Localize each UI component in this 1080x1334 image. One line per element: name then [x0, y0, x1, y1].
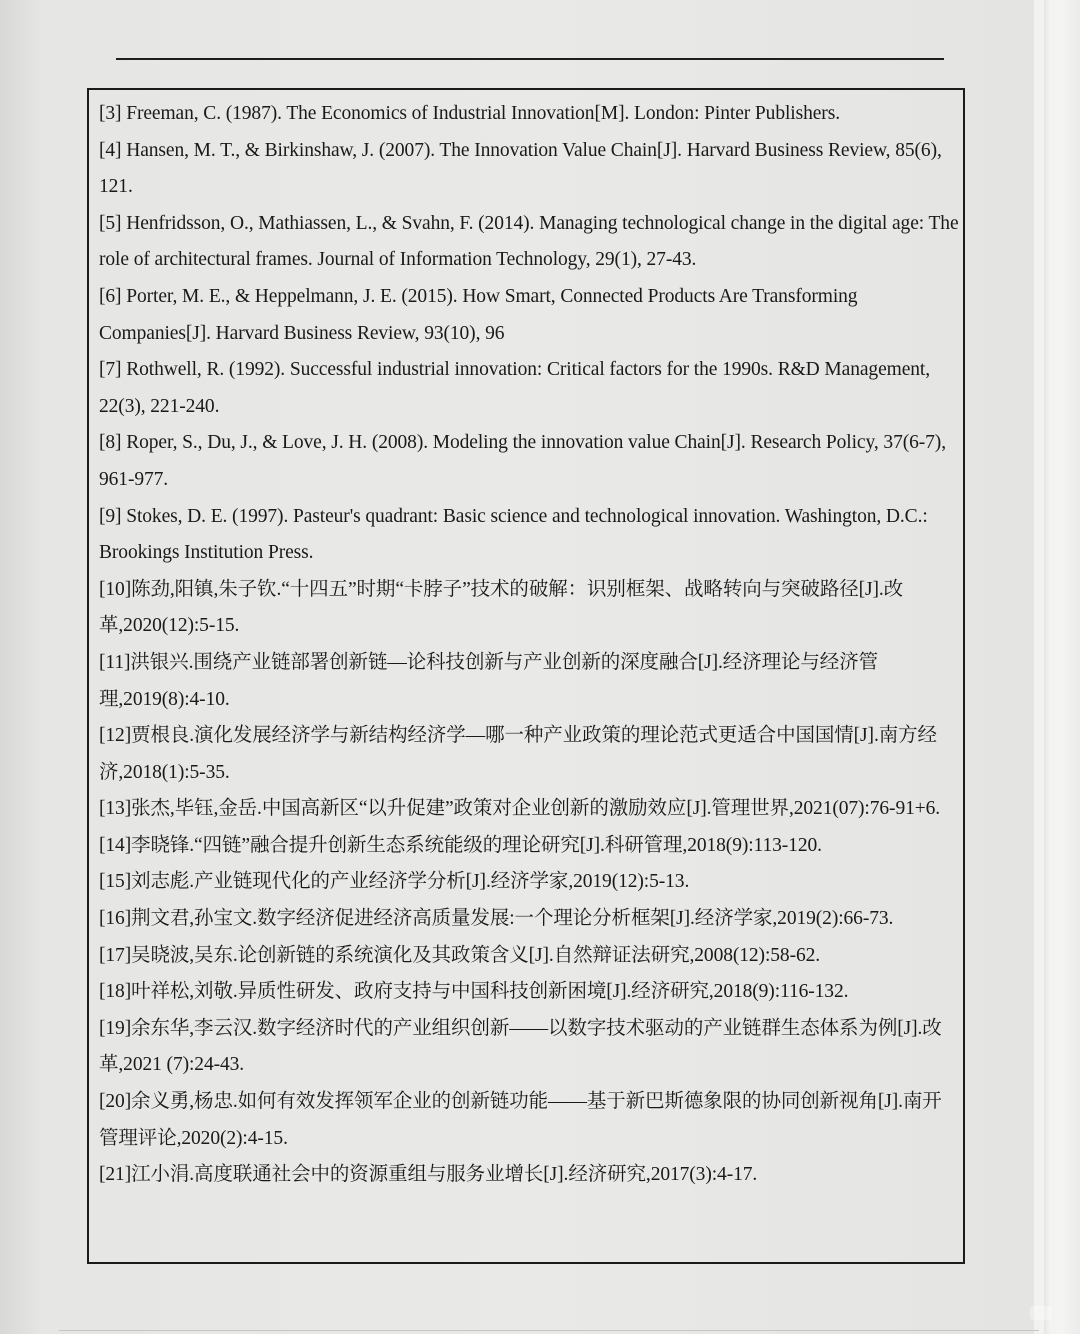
reference-text: [8] Roper, S., Du, J., & Love, J. H. (2008). Modeling the innovation value Chain[J]. Research Policy, 37(6-7), 961-977.: [99, 432, 946, 490]
reference-text: [21]江小涓.高度联通社会中的资源重组与服务业增长[J].经济研究,2017(3):4-17.: [99, 1164, 758, 1186]
reference-item: [99, 974, 961, 1011]
reference-item: [99, 96, 961, 133]
reference-item: [99, 938, 961, 975]
reference-text: [20]余义勇,杨忠.如何有效发挥领军企业的创新链功能——基于新巴斯德象限的协同创新视角[J].南开管理评论,2020(2):4-15.: [99, 1091, 942, 1149]
reference-item: [99, 425, 961, 498]
reference-text: [16]荆文君,孙宝文.数字经济促进经济高质量发展:一个理论分析框架[J].经济学家,2019(2):66-73.: [99, 908, 894, 930]
reference-text: [19]余东华,李云汉.数字经济时代的产业组织创新——以数字技术驱动的产业链群生态体系为例[J].改革,2021 (7):24-43.: [99, 1017, 942, 1076]
page-edge-shadow: [1044, 0, 1050, 1334]
reference-item: [99, 718, 961, 791]
reference-item: [99, 133, 961, 206]
reference-text: [17]吴晓波,吴东.论创新链的系统演化及其政策含义[J].自然辩证法研究,2008(12):58-62.: [99, 944, 821, 966]
reference-item: [99, 1011, 961, 1084]
reference-item: [99, 499, 961, 572]
reference-text: [11]洪银兴.围绕产业链部署创新链—论科技创新与产业创新的深度融合[J].经济理论与经济管理,2019(8):4-10.: [99, 651, 878, 710]
reference-item: [99, 1157, 961, 1194]
page-bottom-line: [59, 1330, 1039, 1331]
reference-text: [13]张杰,毕钰,金岳.中国高新区“以升促建”政策对企业创新的激励效应[J].管理世界,2021(07):76-91+6.: [99, 798, 941, 820]
reference-text: [10]陈劲,阳镇,朱子钦.“十四五”时期“卡脖子”技术的破解：识别框架、战略转向与突破路径[J].改革,2020(12):5-15.: [99, 578, 904, 637]
reference-text: [7] Rothwell, R. (1992). Successful industrial innovation: Critical factors for the 1990s. R&D Management, 22(3), 221-240.: [99, 359, 930, 417]
reference-item: [99, 645, 961, 718]
page-right-margin: [1034, 0, 1080, 1334]
reference-text: [15]刘志彪.产业链现代化的产业经济学分析[J].经济学家,2019(12):5-13.: [99, 871, 690, 893]
reference-item: [99, 279, 961, 352]
reference-text: [14]李晓锋.“四链”融合提升创新生态系统能级的理论研究[J].科研管理,2018(9):113-120.: [99, 834, 822, 856]
reference-text: [9] Stokes, D. E. (1997). Pasteur's quadrant: Basic science and technological innovation. Washington, D.C.: Brookings Institution Press.: [99, 505, 928, 564]
reference-item: [99, 352, 961, 425]
reference-text: [5] Henfridsson, O., Mathiassen, L., & Svahn, F. (2014). Managing technological change in the digital age: The role of architectural frames. Journal of Information Technology, 29(1), 27-43.: [99, 212, 959, 271]
header-rule: [116, 58, 944, 60]
reference-item: [99, 791, 961, 828]
reference-item: [99, 901, 961, 938]
reference-text: [12]贾根良.演化发展经济学与新结构经济学—哪一种产业政策的理论范式更适合中国国情[J].南方经济,2018(1):5-35.: [99, 725, 937, 783]
reference-text: [18]叶祥松,刘敬.异质性研发、政府支持与中国科技创新困境[J].经济研究,2018(9):116-132.: [99, 981, 849, 1003]
reference-text: [4] Hansen, M. T., & Birkinshaw, J. (2007). The Innovation Value Chain[J]. Harvard Business Review, 85(6), 121.: [99, 139, 942, 198]
reference-item: [99, 572, 961, 645]
reference-text: [6] Porter, M. E., & Heppelmann, J. E. (2015). How Smart, Connected Products Are Transforming Companies[J]. Harvard Business Review, 93(10), 96: [99, 285, 858, 344]
reference-item: [99, 206, 961, 279]
watermark-badge: [1030, 1306, 1052, 1320]
reference-list: [99, 96, 961, 1194]
reference-item: [99, 828, 961, 865]
reference-item: [99, 1084, 961, 1157]
reference-text: [3] Freeman, C. (1987). The Economics of Industrial Innovation[M]. London: Pinter Publishers.: [99, 103, 840, 124]
reference-item: [99, 864, 961, 901]
